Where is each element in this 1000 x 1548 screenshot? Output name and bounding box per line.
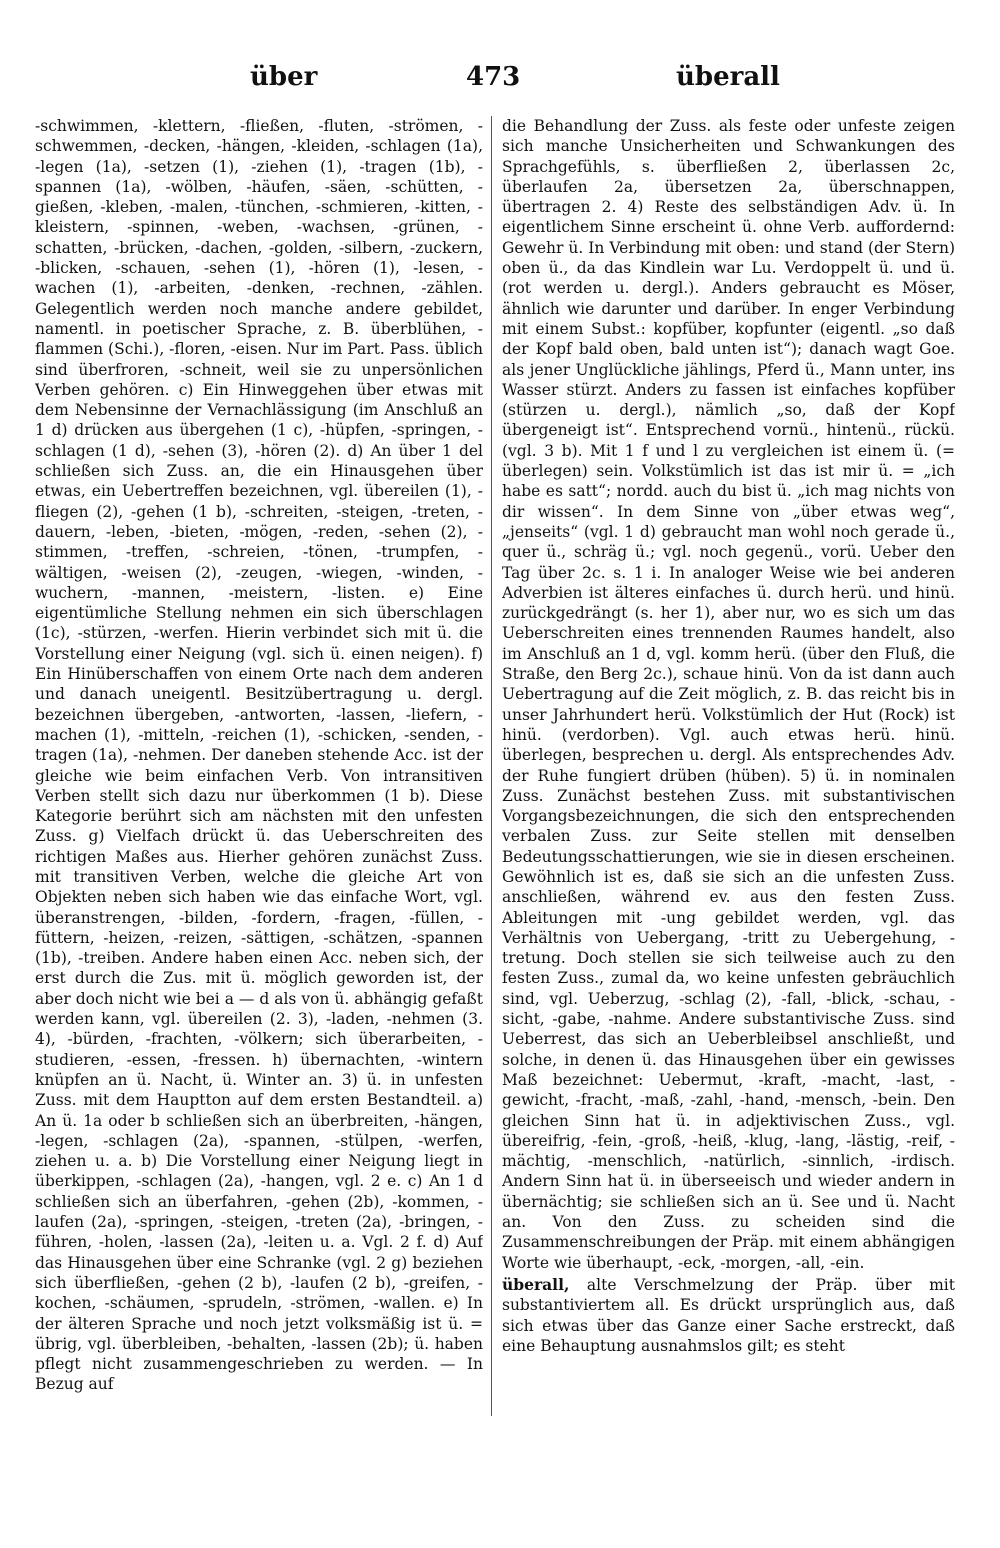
page-header — [0, 62, 1000, 96]
column-divider — [491, 116, 492, 1416]
right-column — [502, 116, 955, 1416]
entry-lemma: überall, — [502, 1274, 570, 1294]
right-column-text: die Behandlung der Zuss. als feste oder unfeste zeigen sich manche Unsicherheiten und Schwankungen des Sprachgefühls, s. überfließen 2, überlassen 2c, überlaufen 2a, übersetzen 2a, überschnappen, übertragen 2. 4) Reste des selbständigen Adv. ü. In eigentlichem Sinne erscheint ü. ohne Verb. auffordernd: Gewehr ü. In Verbindung mit oben: und stand (der Stern) oben ü., da das Kindlein war Lu. Verdoppelt ü. und ü. (rot werden u. dergl.). Anders gebraucht es Möser, ähnlich wie darunter und darüber. In enger Verbindung mit einem Subst.: kopfüber, kopfunter (eigentl. „so daß der Kopf bald oben, bald unten ist“); danach wagt Goe. als jener Unglückliche jählings, Pferd ü., Mann unter, ins Wasser stürzt. Anders zu fassen ist einfaches kopfüber (stürzen u. dergl.), nämlich „so, daß der Kopf übergeneigt ist“. Entsprechend vornü., hintenü., rückü. (vgl. 3 b). Mit 1 f und l zu vergleichen ist einem ü. (= überlegen) sein. Volkstümlich ist das ist mir ü. = „ich habe es satt“; nordd. auch du bist ü. „ich mag nichts von dir wissen“. In dem Sinne von „über etwas weg“, „jenseits“ (vgl. 1 d) gebraucht man wohl noch gerade ü., quer ü., schräg ü.; vgl. noch gegenü., vorü. Ueber den Tag über 2c. s. 1 i. In analoger Weise wie bei anderen Adverbien ist älteres einfaches ü. durch herü. und hinü. zurückgedrängt (s. her 1), aber nur, wo es sich um das Ueberschreiten eines trennenden Raumes handelt, also im Anschluß an 1 d, vgl. komm herü. (über den Fluß, die Straße, den Berg 2c.), schaue hinü. Von da ist dann auch Uebertragung auf die Zeit möglich, z. B. das reicht bis in unser Jahrhundert herü. Volkstümlich der Hut (Rock) ist hinü. (verdorben). Vgl. auch etwas herü. hinü. überlegen, besprechen u. dergl. Als entsprechendes Adv. der Ruhe fungiert drüben (hüben). 5) ü. in nominalen Zuss. Zunächst bestehen Zuss. mit substantivischen Vorgangsbezeichnungen, die sich den entsprechenden verbalen Zuss. zur Seite stellen mit denselben Bedeutungsschattierungen, wie sie in diesen erscheinen. Gewöhnlich ist es, daß sie sich an die unfesten Zuss. anschließen, während ev. aus den festen Zuss. Ableitungen mit -ung gebildet werden, vgl. das Verhältnis von Uebergang, -tritt zu Uebergehung, -tretung. Doch stellen sie sich teilweise auch zu den festen Zuss., zumal da, wo keine unfesten gebräuchlich sind, vgl. Ueberzug, -schlag (2), -fall, -blick, -schau, -sicht, -gabe, -nahme. Andere substantivische Zuss. sind Ueberrest, das sich an Ueberbleibsel anschließt, und solche, in denen ü. das Hinausgehen über ein gewisses Maß bezeichnet: Uebermut, -kraft, -macht, -last, -gewicht, -fracht, -maß, -zahl, -hand, -mensch, -bein. Den gleichen Sinn hat ü. in adjektivischen Zuss., vgl. übereifrig, -fein, -groß, -heiß, -klug, -lang, -lästig, -reif, -mächtig, -menschlich, -natürlich, -sinnlich, -irdisch. Andern Sinn hat ü. in überseeisch und wieder andern in übernächtig; sie schließen sich an ü. See und ü. Nacht an. Von den Zuss. zu scheiden sind die Zusammenschreibungen der Präp. mit einem abhängigen Worte wie überhaupt, -eck, -morgen, -all, -ein. — [502, 117, 955, 1272]
header-right-word: überall — [676, 62, 780, 92]
left-column — [35, 116, 483, 1416]
left-column-text: -schwimmen, -klettern, -fließen, -fluten, -strömen, -schwemmen, -decken, -hängen, -kleiden, -schlagen (1a), -legen (1a), -setzen (1), -ziehen (1), -tragen (1b), -spannen (1a), -wölben, -häufen, -säen, -schütten, -gießen, -kleben, -malen, -tünchen, -schmieren, -kitten, -kleistern, -spinnen, -weben, -wachsen, -grünen, -schatten, -brücken, -dachen, -golden, -silbern, -zuckern, -blicken, -schauen, -sehen (1), -hören (1), -lesen, -wachen (1), -arbeiten, -denken, -rechnen, -zählen. Gelegentlich werden noch manche andere gebildet, namentl. in poetischer Sprache, z. B. überblühen, -flammen (Schi.), -floren, -eisen. Nur im Part. Pass. üblich sind überfroren, -schneit, weil sie zu unpersönlichen Verben gehören. c) Ein Hinweggehen über etwas mit dem Nebensinne der Vernachlässigung (im Anschluß an 1 d) drücken aus übergehen (1 c), -hüpfen, -springen, -schlagen (1 d), -sehen (3), -hören (2). d) An über 1 del schließen sich Zuss. an, die ein Hinausgehen über etwas, ein Uebertreffen bezeichnen, vgl. übereilen (1), -fliegen (2), -gehen (1 b), -schreiten, -steigen, -treten, -dauern, -leben, -bieten, -mögen, -reden, -sehen (2), -stimmen, -treffen, -schreien, -tönen, -trumpfen, -wältigen, -weisen (2), -zeugen, -wiegen, -winden, -wuchern, -mannen, -meistern, -listen. e) Eine eigentümliche Stellung nehmen ein sich überschlagen (1c), -stürzen, -werfen. Hierin verbindet sich mit ü. die Vorstellung einer Neigung (vgl. sich ü. einen neigen). f) Ein Hinüberschaffen von einem Orte nach dem anderen und danach uneigentl. Besitzübertragung u. dergl. bezeichnen übergeben, -antworten, -lassen, -liefern, -machen (1), -mitteln, -reichen (1), -schicken, -senden, -tragen (1a), -nehmen. Der daneben stehende Acc. ist der gleiche wie beim einfachen Verb. Von intransitiven Verben stellt sich dazu nur überkommen (1 b). Diese Kategorie berührt sich am nächsten mit den unfesten Zuss. g) Vielfach drückt ü. das Ueberschreiten des richtigen Maßes aus. Hierher gehören zunächst Zuss. mit transitiven Verben, welche die gleiche Art von Objekten neben sich haben wie das einfache Wort, vgl. überanstrengen, -bilden, -fordern, -fragen, -füllen, -füttern, -heizen, -reizen, -sättigen, -schätzen, -spannen (1b), -treiben. Andere haben einen Acc. neben sich, der erst durch die Zus. mit ü. möglich geworden ist, der aber doch nicht wie bei a — d als von ü. abhängig gefaßt werden kann, vgl. übereilen (2. 3), -laden, -nehmen (3. 4), -bürden, -frachten, -völkern; sich überarbeiten, -studieren, -essen, -fressen. h) übernachten, -wintern knüpfen an ü. Nacht, ü. Winter an. 3) ü. in unfesten Zuss. mit dem Hauptton auf dem ersten Bestandteil. a) An ü. 1a oder b schließen sich an überbreiten, -hängen, -legen, -schlagen (2a), -spannen, -stülpen, -werfen, ziehen u. a. b) Die Vorstellung einer Neigung liegt in überkippen, -schlagen (2a), -hangen, vgl. 2 e. c) An 1 d schließen sich an überfahren, -gehen (2b), -kommen, -laufen (2a), -springen, -steigen, -treten (2a), -bringen, -führen, -holen, -lassen (2a), -leiten u. a. Vgl. 2 f. d) Auf das Hinausgehen über eine Schranke (vgl. 2 g) beziehen sich überfließen, -gehen (2 b), -laufen (2 b), -greifen, -kochen, -schäumen, -sprudeln, -strömen, -wallen. e) In der älteren Sprache und noch jetzt volksmäßig ist ü. = übrig, vgl. überbleiben, -behalten, -lassen (2b); ü. haben pflegt nicht zusammengeschrieben zu werden. — In Bezug auf — [35, 117, 483, 1394]
entry-text: alte Verschmelzung der Präp. über mit substantiviertem all. Es drückt ursprünglich aus, daß sich etwas über das Ganze einer Sache erstreckt, daß eine Behauptung ausnahmslos gilt; es steht — [502, 1275, 955, 1355]
header-left-word: über — [250, 62, 318, 92]
entry-ueberall — [502, 1275, 955, 1356]
page-number: 473 — [466, 62, 521, 92]
